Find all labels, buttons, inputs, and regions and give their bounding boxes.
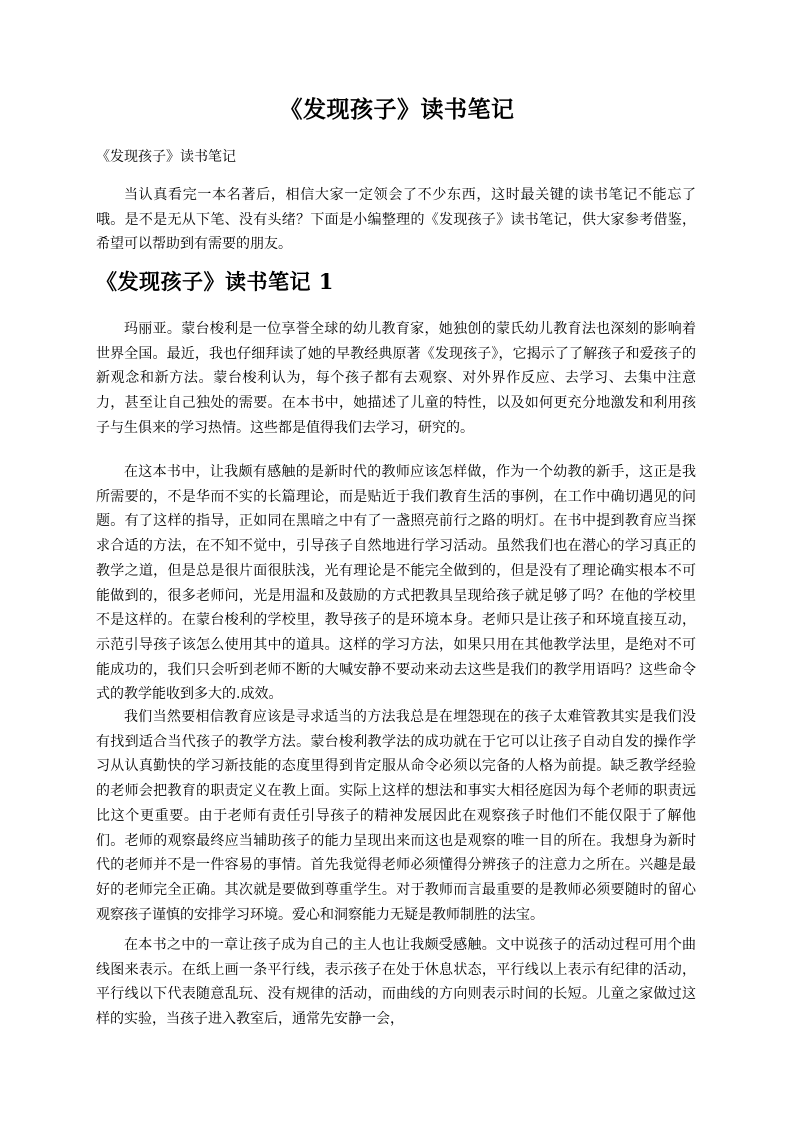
body-paragraph: 玛丽亚。蒙台梭利是一位享誉全球的幼儿教育家，她独创的蒙氏幼儿教育法也深刻的影响着世界全国。最近，我也仔细拜读了她的早教经典原著《发现孩子》，它揭示了了解孩子和爱孩子的新观念和新方法。蒙台梭利认为，每个孩子都有去观察、对外界作反应、去学习、去集中注意力，甚至让自己独处的需要。在本书中，她描述了儿童的特性，以及如何更充分地激发和利用孩子与生俱来的学习热情。这些都是值得我们去学习，研究的。 xyxy=(96,321,696,436)
body-paragraph: 在这本书中，让我颇有感触的是新时代的教师应该怎样做，作为一个幼教的新手，这正是我所需要的，不是华而不实的长篇理论，而是贴近于我们教育生活的事例，在工作中确切遇见的问题。有了这样的指导，正如同在黑暗之中有了一盏照亮前行之路的明灯。在书中提到教育应当探求合适的方法，在不知不觉中，引导孩子自然地进行学习活动。虽然我们也在潜心的学习真正的教学之道，但是总是很片面很肤浅，光有理论是不能完全做到的，但是没有了理论确实根本不可能做到的，很多老师问，光是用温和及鼓励的方式把教具呈现给孩子就足够了吗？在他的学校里不是这样的。在蒙台梭利的学校里，教导孩子的是环境本身。老师只是让孩子和环境直接互动，示范引导孩子该怎么使用其中的道具。这样的学习方法，如果只用在其他教学法里，是绝对不可能成功的，我们只会听到老师不断的大喊安静不要动来动去这些是我们的教学用语吗？这些命令式的教学能收到多大的.成效。 xyxy=(96,464,696,703)
body-paragraph: 在本书之中的一章让孩子成为自己的主人也让我颇受感触。文中说孩子的活动过程可用个曲线图来表示。在纸上画一条平行线，表示孩子在处于休息状态，平行线以上表示有纪律的活动，平行线以下代表随意乱玩、没有规律的活动，而曲线的方向则表示时间的长短。儿童之家做过这样的实验，当孩子进入教室后，通常先安静一会， xyxy=(96,937,696,1028)
document-subtitle: 《发现孩子》读书笔记 xyxy=(96,149,236,165)
body-paragraph: 我们当然要相信教育应该是寻求适当的方法我总是在埋怨现在的孩子太难管教其实是我们没有找到适合当代孩子的教学方法。蒙台梭利教学法的成功就在于它可以让孩子自动自发的操作学习从认真勤快的学习新技能的态度里得到肯定服从命令必须以完备的人格为前提。缺乏教学经验的老师会把教育的职责定义在教上面。实际上这样的想法和事实大相径庭因为每个老师的职责远比这个更重要。由于老师有责任引导孩子的精神发展因此在观察孩子时他们不能仅限于了解他们。老师的观察最终应当辅助孩子的能力呈现出来而这也是观察的唯一目的所在。我想身为新时代的老师并不是一件容易的事情。首先我觉得老师必须懂得分辨孩子的注意力之所在。兴趣是最好的老师完全正确。其次就是要做到尊重学生。对于教师而言最重要的是教师必须要随时的留心观察孩子谨慎的安排学习环境。爱心和洞察能力无疑是教师制胜的法宝。 xyxy=(96,709,696,923)
document-title: 《发现孩子》读书笔记 xyxy=(279,96,515,123)
section-heading: 《发现孩子》读书笔记 1 xyxy=(96,269,334,294)
intro-paragraph: 当认真看完一本名著后，相信大家一定领会了不少东西，这时最关键的读书笔记不能忘了哦。是不是无从下笔、没有头绪？下面是小编整理的《发现孩子》读书笔记，供大家参考借鉴，希望可以帮助到有需要的朋友。 xyxy=(96,187,696,253)
